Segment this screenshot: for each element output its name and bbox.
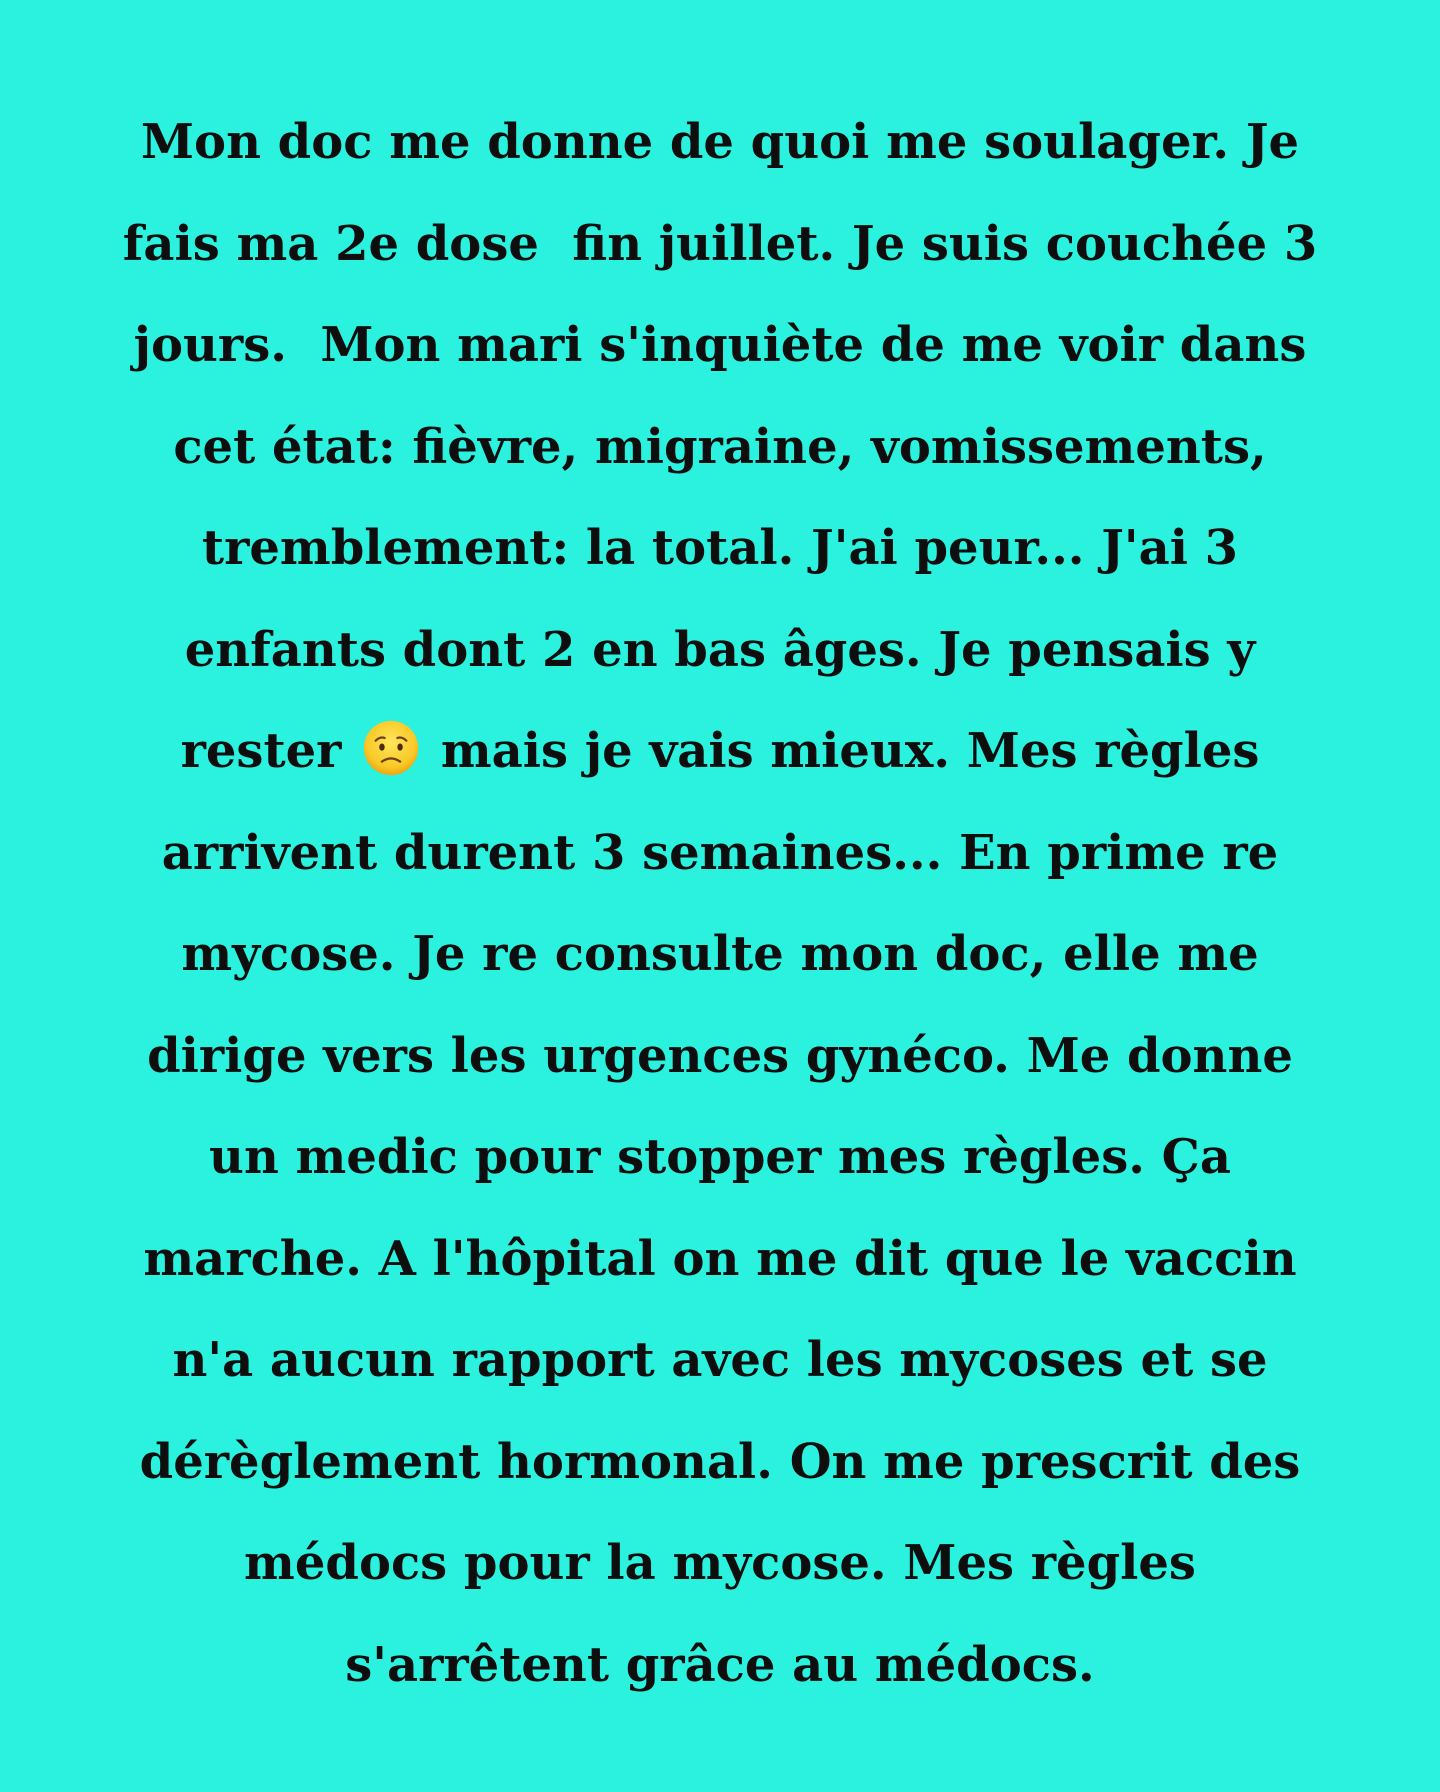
text-line: fais ma 2e dose fin juillet. Je suis couchée 3 — [122, 215, 1318, 272]
text-line: enfants dont 2 en bas âges. Je pensais y — [184, 621, 1256, 678]
text-line: marche. A l'hôpital on me dit que le vaccin — [143, 1230, 1297, 1287]
text-segment: mais je vais mieux. Mes règles — [424, 723, 1260, 779]
text-line: un medic pour stopper mes règles. Ça — [209, 1129, 1231, 1185]
text-line: cet état: fièvre, migraine, vomissements, — [173, 418, 1267, 475]
text-line: dérèglement hormonal. On me prescrit des — [139, 1433, 1301, 1490]
text-line: s'arrêtent grâce au médocs. — [345, 1636, 1095, 1693]
text-line: n'a aucun rapport avec les mycoses et se — [172, 1332, 1268, 1388]
text-line-with-emoji — [100, 701, 1340, 803]
text-line: Mon doc me donne de quoi me soulager. Je — [140, 114, 1300, 170]
text-line: dirige vers les urgences gynéco. Me donne — [147, 1027, 1293, 1084]
post-text — [100, 92, 1340, 1716]
text-line: arrivent durent 3 semaines... En prime re — [161, 824, 1279, 881]
text-line: médocs pour la mycose. Mes règles — [244, 1535, 1196, 1591]
text-segment: rester — [180, 723, 359, 779]
text-line: tremblement: la total. J'ai peur... J'ai 3 — [201, 520, 1239, 576]
text-line: jours. Mon mari s'inquiète de me voir dans — [133, 317, 1307, 373]
worried-face-emoji-icon — [362, 719, 420, 777]
text-line: mycose. Je re consulte mon doc, elle me — [181, 926, 1259, 982]
